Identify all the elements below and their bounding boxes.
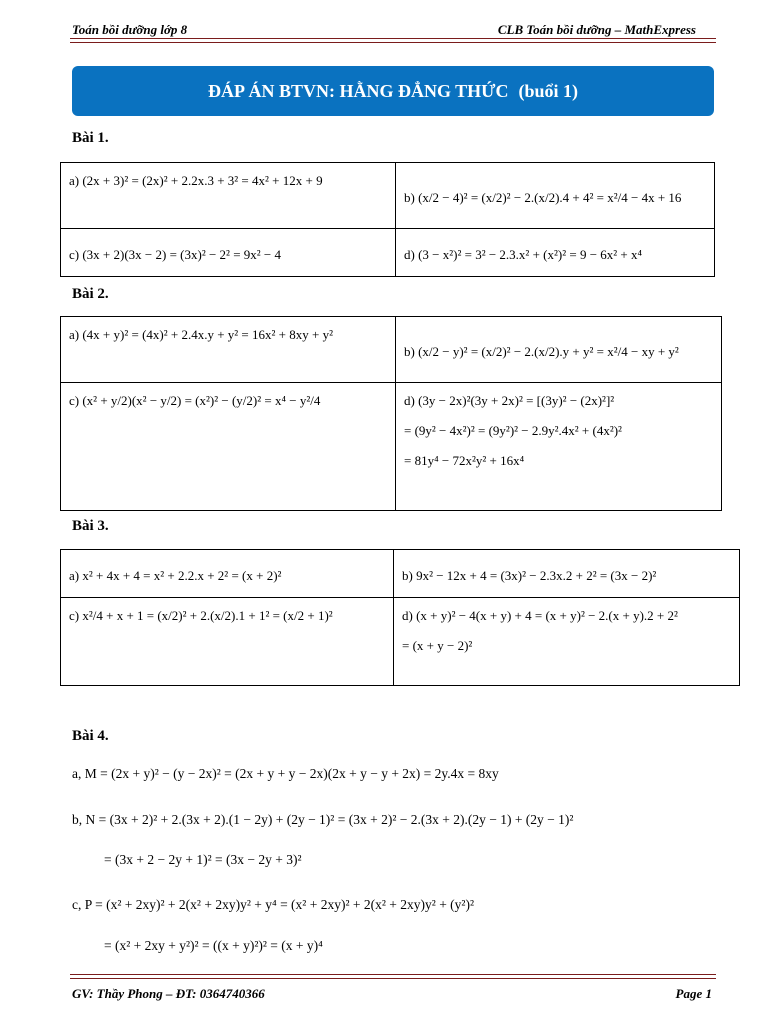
title-banner xyxy=(72,66,714,116)
bai3-heading: Bài 3. xyxy=(72,518,109,534)
bai1-c: c) (3x + 2)(3x − 2) = (3x)² − 2² = 9x² − 4 xyxy=(61,229,396,277)
bai2-table xyxy=(60,316,722,511)
bai2-c: c) (x² + y/2)(x² − y/2) = (x²)² − (y/2)² = x⁴ − y²/4 xyxy=(61,383,396,511)
bai4-c-line1: c, P = (x² + 2xy)² + 2(x² + 2xy)y² + y⁴ = (x² + 2xy)² + 2(x² + 2xy)y² + (y²)² xyxy=(72,897,475,912)
bai2-d-line3: = 81y⁴ − 72x²y² + 16x⁴ xyxy=(404,453,525,468)
bai2-heading: Bài 2. xyxy=(72,286,109,302)
footer-left: GV: Thầy Phong – ĐT: 0364740366 xyxy=(72,986,265,1001)
bai1-b: b) (x/2 − 4)² = (x/2)² − 2.(x/2).4 + 4² = x²/4 − 4x + 16 xyxy=(396,163,715,229)
title-session: (buổi 1) xyxy=(518,81,579,101)
header-rule-thin xyxy=(70,42,716,43)
bai4-a: a, M = (2x + y)² − (y − 2x)² = (2x + y + y − 2x)(2x + y − y + 2x) = 2y.4x = 8xy xyxy=(72,766,499,781)
bai3-d-line2: = (x + y − 2)² xyxy=(402,638,473,653)
header-rule xyxy=(70,38,716,39)
bai3-a: a) x² + 4x + 4 = x² + 2.2.x + 2² = (x + 2)² xyxy=(61,550,394,598)
bai4-b-line2: = (3x + 2 − 2y + 1)² = (3x − 2y + 3)² xyxy=(104,852,302,867)
bai4-b-line1: b, N = (3x + 2)² + 2.(3x + 2).(1 − 2y) + (2y − 1)² = (3x + 2)² − 2.(3x + 2).(2y − 1) + (2y − 1)² xyxy=(72,812,574,827)
footer-page-number: Page 1 xyxy=(675,986,712,1001)
bai1-a: a) (2x + 3)² = (2x)² + 2.2x.3 + 3² = 4x² + 12x + 9 xyxy=(61,163,396,229)
bai2-d-cell xyxy=(396,383,722,511)
bai4-c-line2: = (x² + 2xy + y²)² = ((x + y)²)² = (x + y)⁴ xyxy=(104,938,323,953)
bai3-d-line1: d) (x + y)² − 4(x + y) + 4 = (x + y)² − 2.(x + y).2 + 2² xyxy=(402,608,678,623)
bai1-table xyxy=(60,162,715,277)
header-right: CLB Toán bồi dưỡng – MathExpress xyxy=(497,22,696,37)
bai2-d-line2: = (9y² − 4x²)² = (9y²)² − 2.9y².4x² + (4x²)² xyxy=(404,423,622,438)
header-left: Toán bồi dưỡng lớp 8 xyxy=(72,22,188,37)
bai4-heading: Bài 4. xyxy=(72,728,109,744)
footer-rule xyxy=(70,974,716,975)
title-main: ĐÁP ÁN BTVN: HẰNG ĐẲNG THỨC xyxy=(207,81,509,101)
bai1-d: d) (3 − x²)² = 3² − 2.3.x² + (x²)² = 9 − 6x² + x⁴ xyxy=(396,229,715,277)
bai2-a: a) (4x + y)² = (4x)² + 2.4x.y + y² = 16x² + 8xy + y² xyxy=(61,317,396,383)
bai3-d-cell xyxy=(394,598,740,686)
bai2-b: b) (x/2 − y)² = (x/2)² − 2.(x/2).y + y² = x²/4 − xy + y² xyxy=(396,317,722,383)
bai3-c: c) x²/4 + x + 1 = (x/2)² + 2.(x/2).1 + 1² = (x/2 + 1)² xyxy=(61,598,394,686)
footer-rule-thin xyxy=(70,978,716,979)
bai2-d-line1: d) (3y − 2x)²(3y + 2x)² = [(3y)² − (2x)²]² xyxy=(404,393,615,408)
bai3-table xyxy=(60,549,740,686)
bai1-heading: Bài 1. xyxy=(72,130,109,146)
bai3-b: b) 9x² − 12x + 4 = (3x)² − 2.3x.2 + 2² = (3x − 2)² xyxy=(394,550,740,598)
